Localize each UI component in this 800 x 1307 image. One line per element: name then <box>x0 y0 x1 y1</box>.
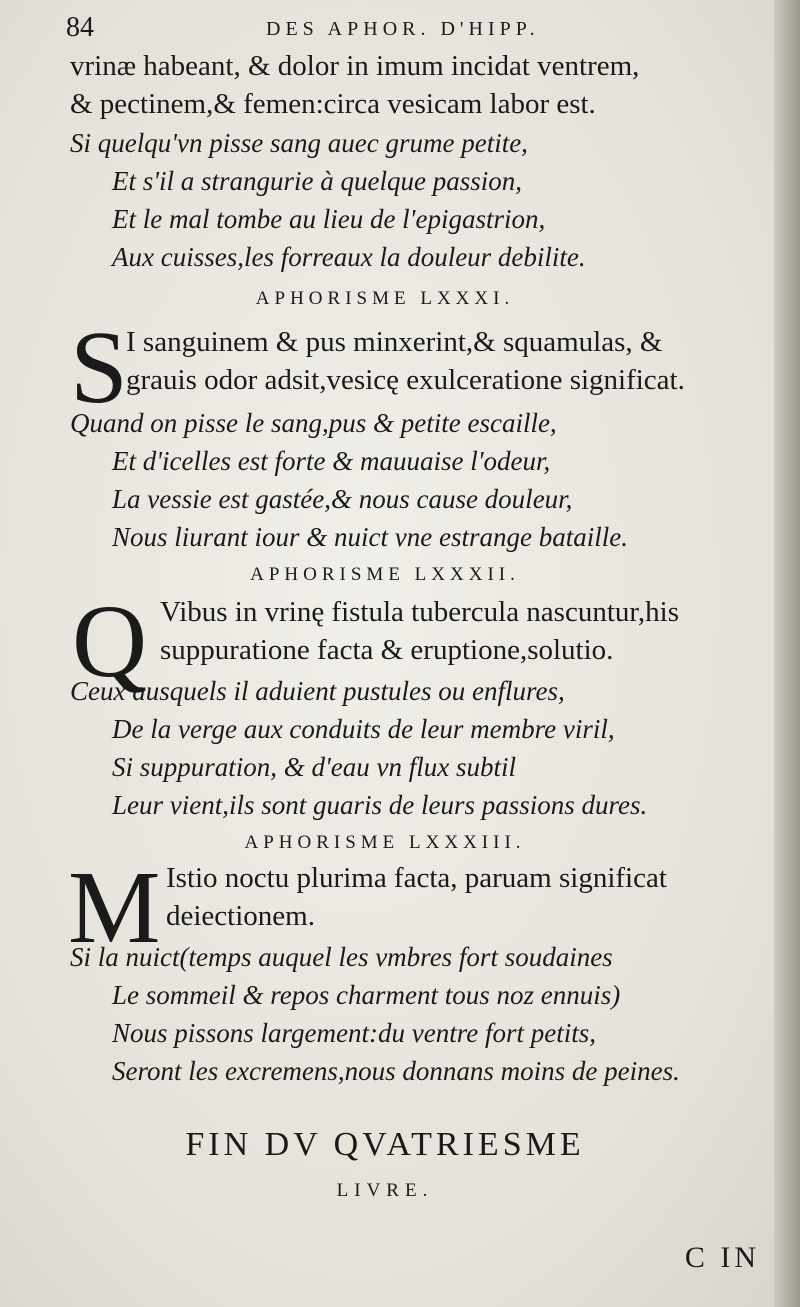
french-verse-line: Quand on pisse le sang,pus & petite escaille, <box>70 408 557 438</box>
french-verse-line: Et d'icelles est forte & mauuaise l'odeur, <box>112 446 551 476</box>
running-title: DES APHOR. D'HIPP. <box>266 18 540 40</box>
french-verse-line: Si suppuration, & d'eau vn flux subtil <box>112 752 517 782</box>
french-verse-line: La vessie est gastée,& nous cause douleur, <box>112 484 573 514</box>
latin-line: Istio noctu plurima facta, paruam significat <box>166 862 667 894</box>
latin-line: deiectionem. <box>166 900 315 932</box>
latin-line: & pectinem,& femen:circa vesicam labor est. <box>70 88 596 120</box>
latin-line: grauis odor adsit,vesicę exulceratione significat. <box>126 364 685 396</box>
french-verse-line: De la verge aux conduits de leur membre viril, <box>112 714 615 744</box>
aphorism-heading: APHORISME LXXXIII. <box>244 832 526 853</box>
page-edge <box>774 0 800 1307</box>
latin-line: Vibus in vrinę fistula tubercula nascuntur,his <box>160 596 679 628</box>
drop-cap: S <box>70 310 128 425</box>
drop-cap: M <box>68 850 161 965</box>
french-verse-line: Si quelqu'vn pisse sang auec grume petite, <box>70 128 528 158</box>
aphorism-heading: APHORISME LXXXI. <box>255 288 515 309</box>
book-end-title: FIN DV QVATRIESME <box>185 1126 585 1163</box>
aphorism-heading: APHORISME LXXXII. <box>250 564 520 585</box>
page-header <box>66 12 760 52</box>
drop-cap: Q <box>72 584 148 699</box>
french-verse-line: Si la nuict(temps auquel les vmbres fort soudaines <box>70 942 613 972</box>
french-verse-line: Nous liurant iour & nuict vne estrange bataille. <box>112 522 628 552</box>
latin-line: suppuratione facta & eruptione,solutio. <box>160 634 614 666</box>
french-verse-line: Leur vient,ils sont guaris de leurs passions dures. <box>112 790 648 820</box>
latin-line: I sanguinem & pus minxerint,& squamulas, & <box>126 326 663 358</box>
french-verse-line: Nous pissons largement:du ventre fort petits, <box>112 1018 596 1048</box>
french-verse-line: Le sommeil & repos charment tous noz ennuis) <box>112 980 621 1010</box>
french-verse-line: Et le mal tombe au lieu de l'epigastrion, <box>112 204 546 234</box>
french-verse-line: Aux cuisses,les forreaux la douleur debilite. <box>112 242 586 272</box>
book-end-subtitle: LIVRE. <box>336 1180 434 1201</box>
latin-line: vrinæ habeant, & dolor in imum incidat ventrem, <box>70 50 640 82</box>
french-verse-line: Seront les excremens,nous donnans moins de peines. <box>112 1056 680 1086</box>
page-number: 84 <box>66 12 94 43</box>
catchword: C IN <box>684 1241 760 1274</box>
french-verse-line: Et s'il a strangurie à quelque passion, <box>112 166 523 196</box>
french-verse-line: Ceux ausquels il aduient pustules ou enflures, <box>70 676 565 706</box>
